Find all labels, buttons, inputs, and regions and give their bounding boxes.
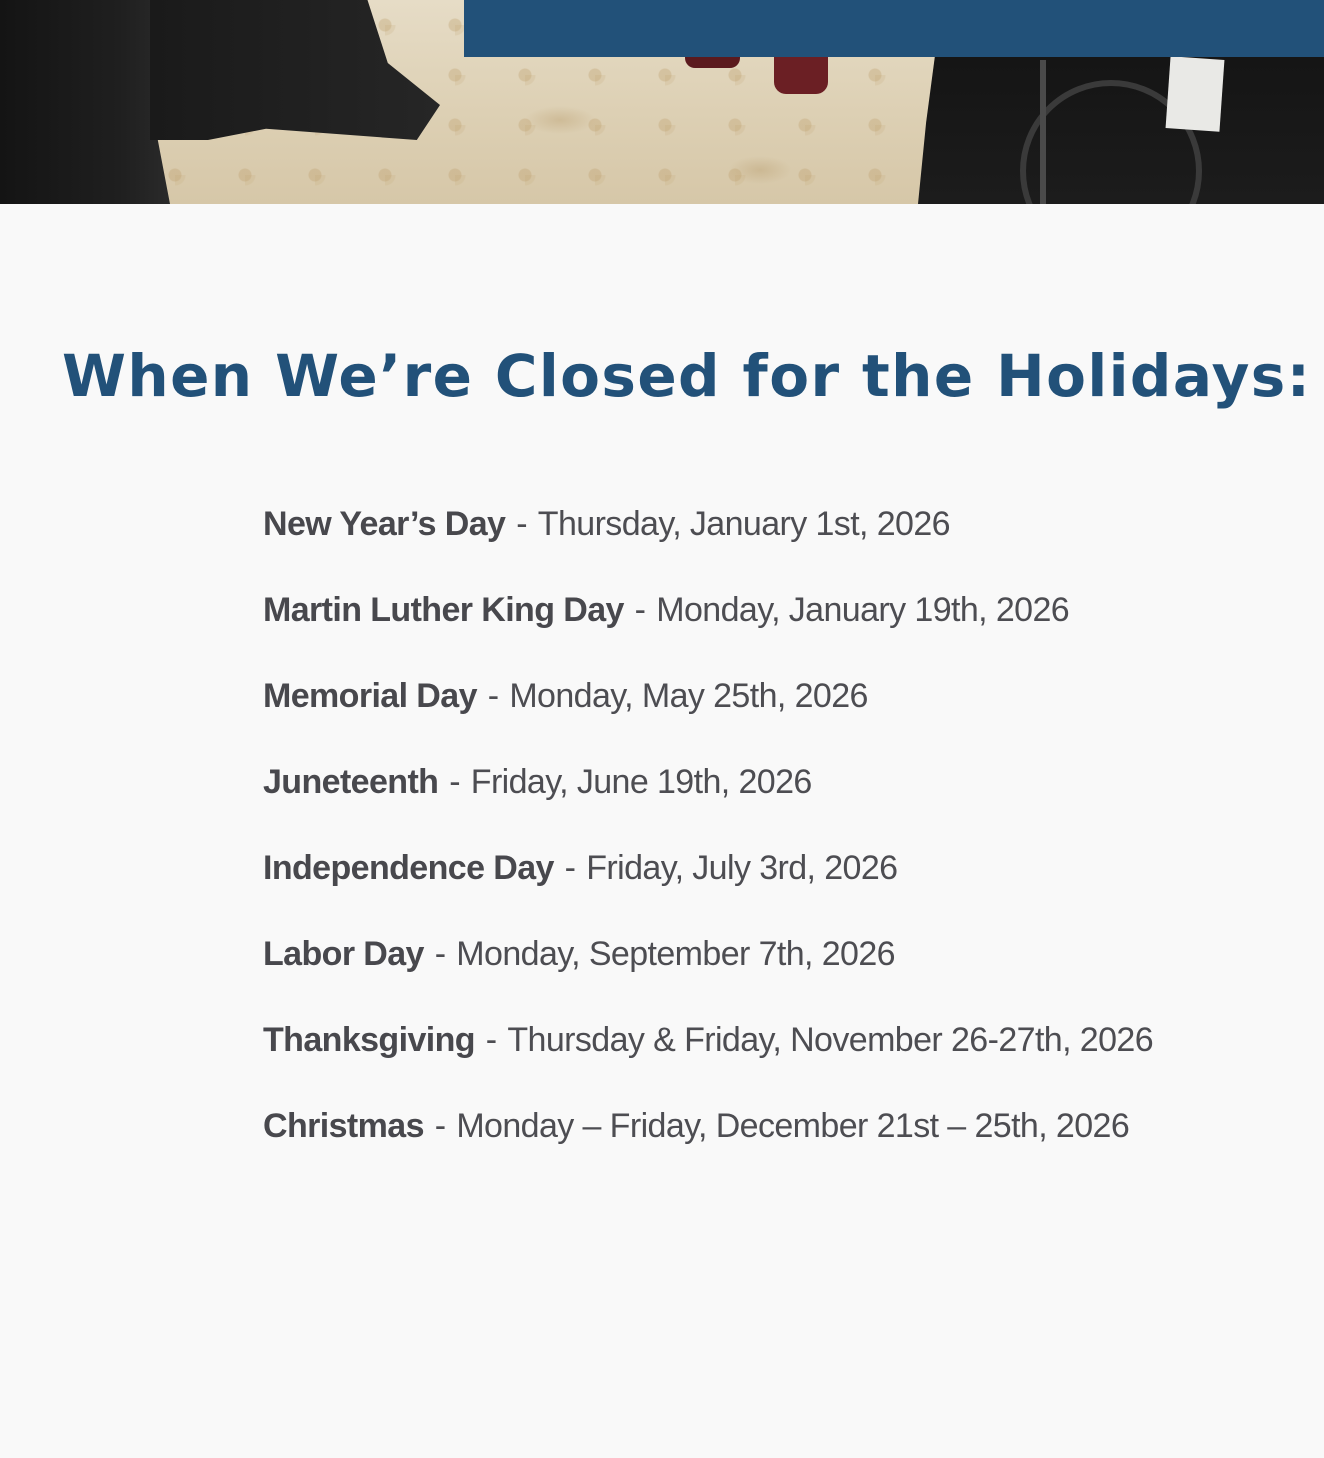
holiday-separator: - bbox=[625, 591, 655, 629]
holiday-date: Friday, July 3rd, 2026 bbox=[586, 849, 898, 887]
wheelchair-tag bbox=[1166, 56, 1225, 132]
holiday-date: Monday, September 7th, 2026 bbox=[456, 935, 895, 973]
holiday-separator: - bbox=[478, 677, 508, 715]
holiday-item-memorial-day bbox=[263, 667, 1313, 753]
holiday-name: Memorial Day bbox=[263, 677, 477, 715]
holiday-item-christmas bbox=[263, 1097, 1313, 1183]
holiday-item-labor-day bbox=[263, 925, 1313, 1011]
holiday-name: Independence Day bbox=[263, 849, 554, 887]
holiday-item-thanksgiving bbox=[263, 1011, 1313, 1097]
holiday-name: Juneteenth bbox=[263, 763, 439, 801]
holiday-separator: - bbox=[425, 935, 455, 973]
holiday-name: Christmas bbox=[263, 1107, 424, 1145]
holiday-date: Monday, May 25th, 2026 bbox=[509, 677, 868, 715]
person-legs-left bbox=[0, 0, 170, 204]
holiday-separator: - bbox=[555, 849, 585, 887]
holiday-separator: - bbox=[425, 1107, 455, 1145]
holiday-separator: - bbox=[440, 763, 469, 801]
holiday-item-new-years-day bbox=[263, 495, 1313, 581]
holiday-date: Thursday & Friday, November 26-27th, 2026 bbox=[507, 1021, 1154, 1059]
holiday-item-juneteenth bbox=[263, 753, 1313, 839]
wheelchair-frame bbox=[1040, 60, 1046, 204]
holiday-name: Martin Luther King Day bbox=[263, 591, 624, 629]
holiday-date: Thursday, January 1st, 2026 bbox=[537, 505, 950, 543]
holiday-separator: - bbox=[476, 1021, 506, 1059]
holiday-name: New Year’s Day bbox=[263, 505, 506, 543]
hero-banner bbox=[464, 0, 1324, 57]
hero-image bbox=[0, 0, 1324, 204]
page-title: When We’re Closed for the Holidays: bbox=[62, 342, 1312, 410]
holiday-separator: - bbox=[507, 505, 536, 543]
holiday-name: Labor Day bbox=[263, 935, 424, 973]
holiday-date: Monday, January 19th, 2026 bbox=[656, 591, 1070, 629]
holiday-date: Friday, June 19th, 2026 bbox=[470, 763, 812, 801]
holiday-list bbox=[263, 495, 1313, 1183]
holiday-date: Monday – Friday, December 21st – 25th, 2026 bbox=[456, 1107, 1130, 1145]
holiday-item-mlk-day bbox=[263, 581, 1313, 667]
shoe-right bbox=[774, 52, 828, 94]
holiday-name: Thanksgiving bbox=[263, 1021, 475, 1059]
holiday-item-independence-day bbox=[263, 839, 1313, 925]
